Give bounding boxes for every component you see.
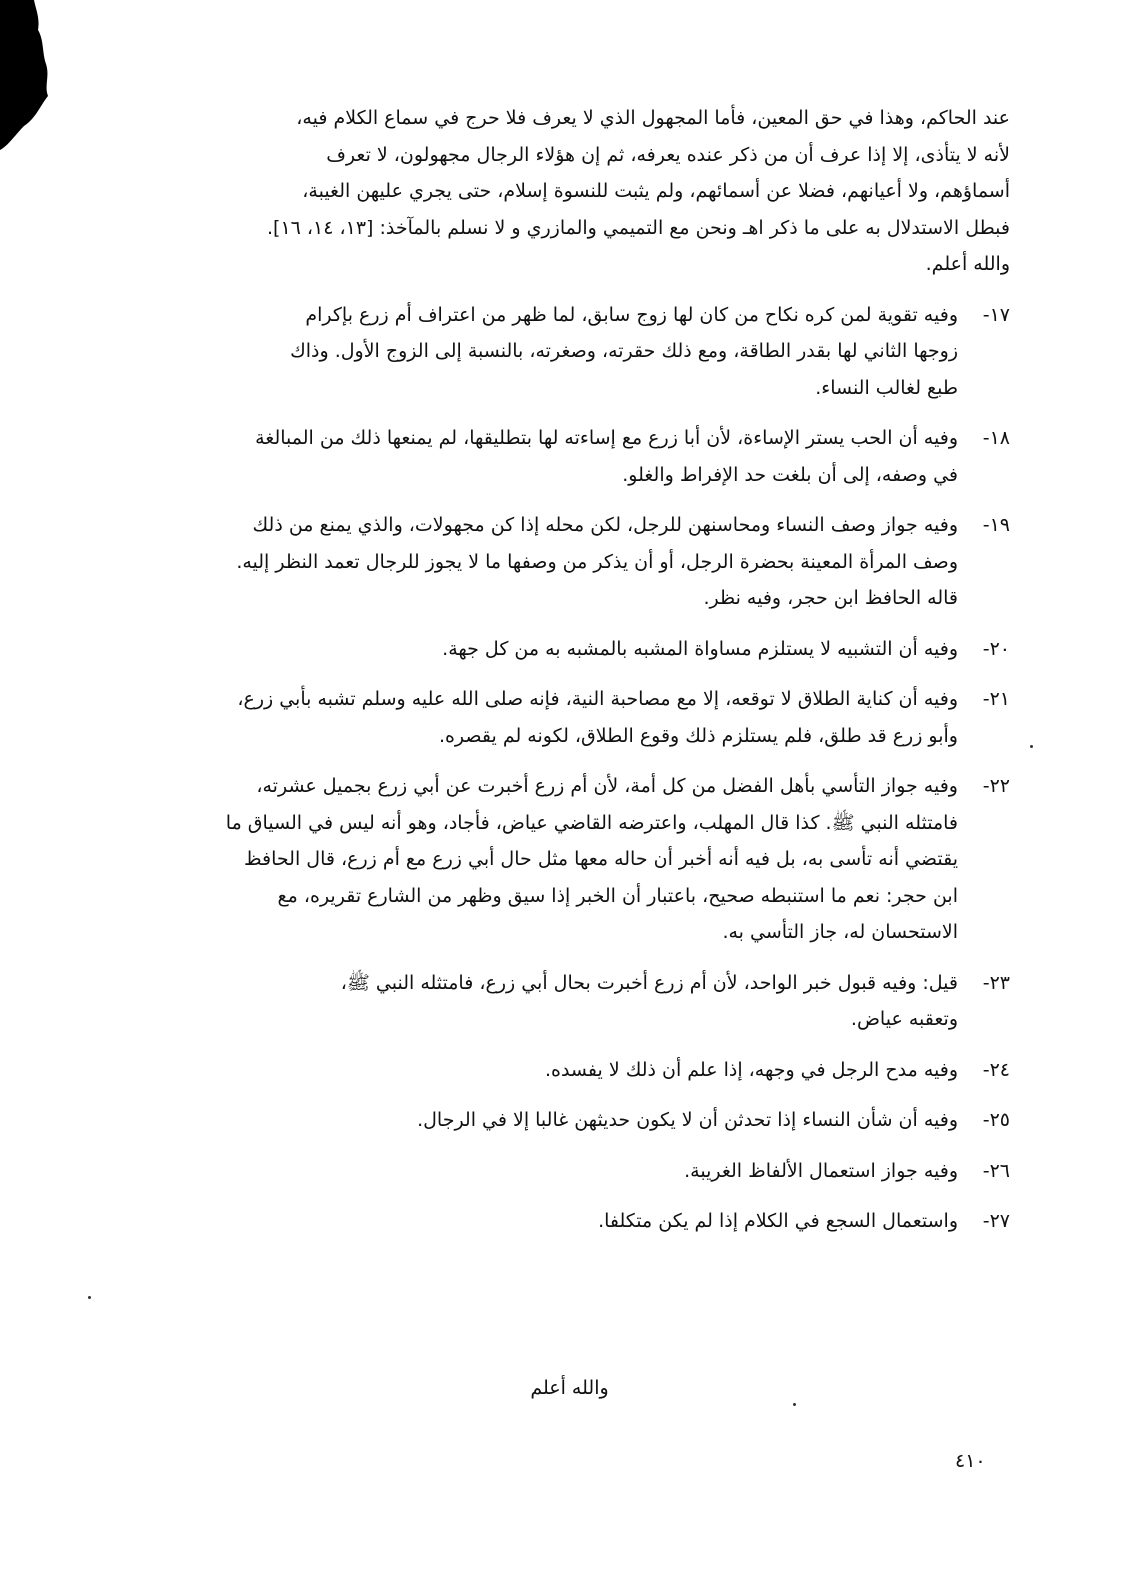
item-line: ابن حجر: نعم ما استنبطه صحيح، باعتبار أن الخبر إذا سيق وظهر من الشارع تقريره، مع [277, 884, 958, 907]
item-text [120, 965, 958, 1038]
list-item [120, 507, 1010, 617]
item-line: وفيه جواز وصف النساء ومحاسنهن للرجل، لكن محله إذا كن مجهولات، والذي يمنع من ذلك [252, 514, 958, 536]
item-text [120, 507, 958, 617]
item-text [120, 420, 958, 493]
closing-phrase: والله أعلم [530, 1377, 609, 1399]
list-item [120, 631, 1010, 668]
numbered-list [120, 297, 1010, 1240]
item-line: وفيه جواز التأسي بأهل الفضل من كل أمة، لأن أم زرع أخبرت عن أبي زرع بجميل عشرته، [256, 775, 958, 797]
list-item [120, 681, 1010, 754]
item-line: وفيه أن كناية الطلاق لا توقعه، إلا مع مصاحبة النية، فإنه صلى الله عليه وسلم تشبه بأبي زرع، [237, 688, 958, 710]
item-number: ٢٤- [982, 1058, 1010, 1081]
torn-page-corner [0, 0, 60, 160]
item-line: وتعقبه عياض. [850, 1008, 958, 1030]
item-text [120, 768, 958, 951]
item-line: واستعمال السجع في الكلام إذا لم يكن متكلفا. [598, 1210, 958, 1232]
intro-line: عند الحاكم، وهذا في حق المعين، فأما المجهول الذي لا يعرف فلا حرج في سماع الكلام فيه، [296, 107, 1010, 129]
list-item [120, 420, 1010, 493]
item-line: طبع لغالب النساء. [815, 376, 958, 399]
page-body [120, 100, 1010, 1254]
list-item [120, 965, 1010, 1038]
list-item [120, 1102, 1010, 1139]
item-text [120, 681, 958, 754]
item-number: ٢٣- [982, 971, 1010, 994]
item-text [120, 631, 958, 668]
scan-speck [793, 1403, 796, 1406]
item-text [120, 1153, 958, 1190]
item-number: ٢٥- [982, 1109, 1010, 1131]
item-line: قاله الحافظ ابن حجر، وفيه نظر. [703, 587, 958, 609]
item-text [120, 1102, 958, 1139]
intro-line: أسماؤهم، ولا أعيانهم، فضلا عن أسمائهم، ولم يثبت للنسوة إسلام، حتى يجري عليهن الغيبة، [302, 180, 1010, 202]
item-line: وفيه مدح الرجل في وجهه، إذا علم أن ذلك لا يفسده. [544, 1058, 958, 1081]
list-item [120, 768, 1010, 951]
page-number: ٤١٠ [955, 1450, 986, 1472]
item-number: ٢٢- [982, 775, 1010, 797]
item-number: ٢٠- [982, 637, 1010, 660]
item-line: وأبو زرع قد طلق، فلم يستلزم ذلك وقوع الطلاق، لكونه لم يقصره. [438, 724, 958, 747]
list-item [120, 1153, 1010, 1190]
item-text [120, 1203, 958, 1240]
item-number: ١٨- [982, 427, 1010, 449]
item-line: وفيه جواز استعمال الألفاظ الغريبة. [684, 1159, 958, 1182]
intro-paragraph [120, 100, 1010, 283]
item-number: ٢٦- [982, 1159, 1010, 1182]
item-line: في وصفه، إلى أن بلغت حد الإفراط والغلو. [622, 463, 958, 486]
list-item [120, 297, 1010, 407]
intro-line: والله أعلم. [925, 253, 1010, 275]
item-line: وفيه أن الحب يستر الإساءة، لأن أبا زرع مع إساءته لها بتطليقها، لم يمنعها ذلك من المبالغة [255, 427, 958, 449]
item-text [120, 297, 958, 407]
item-line: زوجها الثاني لها بقدر الطاقة، ومع ذلك حقرته، وصغرته، بالنسبة إلى الزوج الأول. وذاك [290, 340, 958, 362]
scan-speck [88, 1296, 91, 1299]
item-line: فامتثله النبي ﷺ. كذا قال المهلب، واعترضه القاضي عياض، فأجاد، وهو أنه ليس في السياق ما [225, 811, 958, 834]
item-line: قيل: وفيه قبول خبر الواحد، لأن أم زرع أخبرت بحال أبي زرع، فامتثله النبي ﷺ، [340, 971, 958, 994]
item-line: يقتضي أنه تأسى به، بل فيه أنه أخبر أن حاله معها مثل حال أبي زرع مع أم زرع، قال الحافظ [244, 848, 958, 870]
item-number: ١٧- [982, 303, 1010, 326]
item-line: وفيه تقوية لمن كره نكاح من كان لها زوج سابق، لما ظهر من اعتراف أم زرع بإكرام [305, 303, 958, 326]
item-text [120, 1052, 958, 1089]
item-line: الاستحسان له، جاز التأسي به. [722, 921, 958, 943]
item-number: ٢٧- [982, 1210, 1010, 1232]
intro-line: فبطل الاستدلال به على ما ذكر اهـ ونحن مع التميمي والمازري و لا نسلم بالمآخذ: [١٣، ١٤، ١٦]. [266, 216, 1010, 239]
item-line: وفيه أن شأن النساء إذا تحدثن أن لا يكون حديثهن غالبا إلا في الرجال. [417, 1109, 958, 1131]
list-item [120, 1203, 1010, 1240]
item-line: وصف المرأة المعينة بحضرة الرجل، أو أن يذكر من وصفها ما لا يجوز للرجال تعمد النظر إليه. [236, 550, 958, 573]
list-item [120, 1052, 1010, 1089]
intro-line: لأنه لا يتأذى، إلا إذا عرف أن من ذكر عنده يعرفه، ثم إن هؤلاء الرجال مجهولون، لا تعرف [326, 143, 1010, 166]
scan-speck [1030, 745, 1033, 748]
item-number: ١٩- [982, 514, 1010, 536]
item-line: وفيه أن التشبيه لا يستلزم مساواة المشبه بالمشبه به من كل جهة. [442, 637, 958, 660]
item-number: ٢١- [982, 688, 1010, 710]
